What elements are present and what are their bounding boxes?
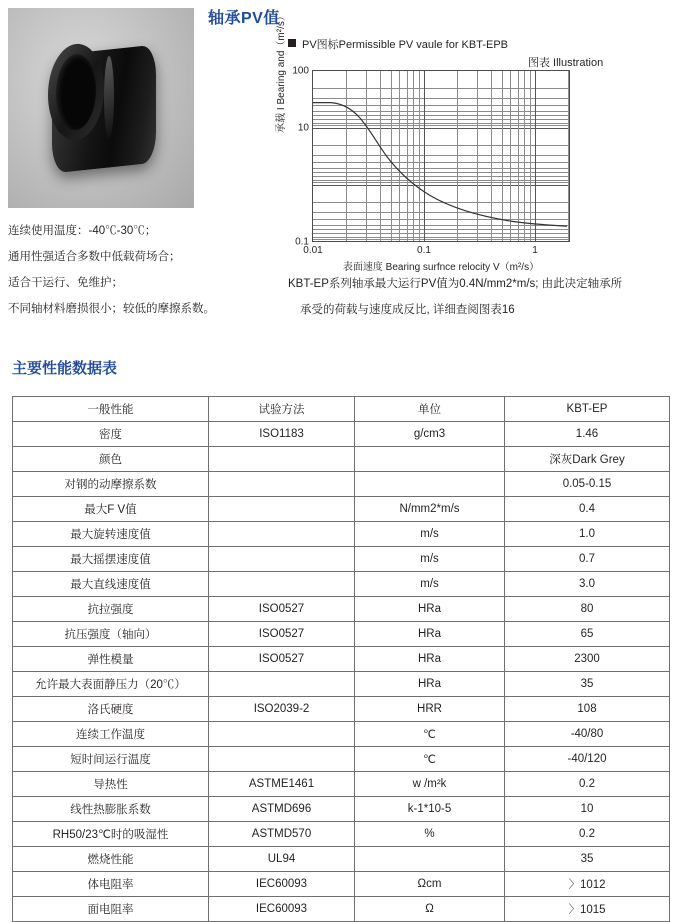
table-row (13, 472, 670, 497)
cell-method (209, 572, 355, 597)
cell-unit: HRR (355, 697, 505, 722)
cell-value: 〉1012 (505, 872, 670, 897)
chart-caption-text: PV图标Permissible PV vaule for KBT-EPB (302, 39, 509, 51)
pv-note-line-2: 承受的荷载与速度成反比, 详细查阅图表16 (300, 304, 515, 316)
cell-method (209, 747, 355, 772)
cell-method (209, 722, 355, 747)
cell-property: 洛氏硬度 (13, 697, 209, 722)
pv-note-line-1: KBT-EP系列轴承最大运行PV值为0.4N/mm2*m/s; 由此决定轴承所 (288, 278, 623, 290)
cell-method: ASTME1461 (209, 772, 355, 797)
cell-unit: HRa (355, 647, 505, 672)
table-row (13, 647, 670, 672)
cell-unit: Ωcm (355, 872, 505, 897)
cell-unit: g/cm3 (355, 422, 505, 447)
cell-value: 0.05-0.15 (505, 472, 670, 497)
page-title-table: 主要性能数据表 (12, 360, 118, 377)
cell-method: UL94 (209, 847, 355, 872)
cell-property: 抗拉强度 (13, 597, 209, 622)
chart-plot-area (292, 65, 570, 256)
column-header: 单位 (355, 397, 505, 422)
spec-table (12, 396, 670, 922)
illustration-label: 图表 Illustration (528, 57, 604, 69)
cell-property: 允许最大表面静压力（20℃） (13, 672, 209, 697)
table-row (13, 522, 670, 547)
cell-unit: ℃ (355, 747, 505, 772)
cell-unit (355, 447, 505, 472)
cell-property: 最大直线速度值 (13, 572, 209, 597)
pv-curve (313, 71, 569, 241)
y-tick-100: 100 (292, 65, 309, 77)
cell-property: 弹性模量 (13, 647, 209, 672)
cell-unit: HRa (355, 597, 505, 622)
chart-caption (288, 36, 508, 52)
bearing-illustration (34, 40, 170, 176)
cell-value: 80 (505, 597, 670, 622)
cell-value: 0.2 (505, 772, 670, 797)
cell-method: ISO0527 (209, 647, 355, 672)
y-tick-0.1: 0.1 (295, 236, 309, 248)
cell-property: 抗压强度（轴向） (13, 622, 209, 647)
bearing-photo (8, 8, 194, 208)
cell-method: IEC60093 (209, 897, 355, 922)
cell-value: 1.0 (505, 522, 670, 547)
cell-property: 线性热膨胀系数 (13, 797, 209, 822)
cell-value: 0.2 (505, 822, 670, 847)
x-tick-1: 1 (532, 245, 538, 256)
table-row (13, 422, 670, 447)
bullet-square-icon (288, 39, 296, 47)
cell-value: 深灰Dark Grey (505, 447, 670, 472)
cell-unit: ℃ (355, 722, 505, 747)
cell-property: 最大F V值 (13, 497, 209, 522)
cell-method: ASTMD570 (209, 822, 355, 847)
cell-unit: w /m²k (355, 772, 505, 797)
cell-property: 最大旋转速度值 (13, 522, 209, 547)
feature-item: 适合干运行、免维护； (8, 277, 123, 289)
cell-unit (355, 472, 505, 497)
y-tick-10: 10 (297, 122, 309, 134)
cell-value: 35 (505, 672, 670, 697)
cell-value: -40/120 (505, 747, 670, 772)
table-row (13, 547, 670, 572)
chart-y-axis-title: 承载 I Bearing and（m²/s） (276, 11, 287, 133)
cell-property: 连续工作温度 (13, 722, 209, 747)
pv-section (0, 0, 681, 345)
cell-value: 108 (505, 697, 670, 722)
table-header-row (13, 397, 670, 422)
cell-unit (355, 847, 505, 872)
table-row (13, 672, 670, 697)
table-row (13, 847, 670, 872)
table-row (13, 447, 670, 472)
cell-value: 10 (505, 797, 670, 822)
column-header: 试验方法 (209, 397, 355, 422)
cell-property: 颜色 (13, 447, 209, 472)
feature-list (8, 218, 276, 322)
cell-method (209, 522, 355, 547)
column-header: 一般性能 (13, 397, 209, 422)
cell-unit: HRa (355, 622, 505, 647)
table-row (13, 822, 670, 847)
cell-method (209, 497, 355, 522)
cell-property: 体电阻率 (13, 872, 209, 897)
cell-method: ISO2039-2 (209, 697, 355, 722)
table-row (13, 797, 670, 822)
cell-method: ISO0527 (209, 597, 355, 622)
page-title-pv: 轴承PV值 (208, 10, 280, 27)
cell-method: ISO0527 (209, 622, 355, 647)
cell-unit: m/s (355, 572, 505, 597)
cell-property: 最大摇摆速度值 (13, 547, 209, 572)
cell-method (209, 472, 355, 497)
cell-property: 对钢的动摩擦系数 (13, 472, 209, 497)
feature-item: 通用性强适合多数中低载荷场合； (8, 251, 181, 263)
cell-unit: N/mm2*m/s (355, 497, 505, 522)
cell-value: 1.46 (505, 422, 670, 447)
cell-value: 2300 (505, 647, 670, 672)
cell-value: 0.4 (505, 497, 670, 522)
cell-method (209, 547, 355, 572)
cell-property: 密度 (13, 422, 209, 447)
cell-method: ISO1183 (209, 422, 355, 447)
table-row (13, 697, 670, 722)
cell-method (209, 672, 355, 697)
cell-value: 35 (505, 847, 670, 872)
cell-value: 65 (505, 622, 670, 647)
cell-property: 燃烧性能 (13, 847, 209, 872)
cell-method: ASTMD696 (209, 797, 355, 822)
cell-property: 短时间运行温度 (13, 747, 209, 772)
chart-x-axis-title: 表面速度 Bearing surfnce relocity V（m²/s） (342, 262, 540, 273)
cell-unit: m/s (355, 547, 505, 572)
cell-value: 3.0 (505, 572, 670, 597)
table-row (13, 897, 670, 922)
cell-property: 面电阻率 (13, 897, 209, 922)
cell-unit: k-1*10-5 (355, 797, 505, 822)
cell-value: 0.7 (505, 547, 670, 572)
cell-unit: % (355, 822, 505, 847)
cell-property: 导热性 (13, 772, 209, 797)
table-row (13, 622, 670, 647)
table-row (13, 597, 670, 622)
table-row (13, 747, 670, 772)
x-tick-0.01: 0.01 (303, 245, 323, 256)
feature-item: 不同轴材料磨损很小；较低的摩擦系数。 (8, 303, 215, 315)
cell-unit: HRa (355, 672, 505, 697)
cell-property: RH50/23℃时的吸湿性 (13, 822, 209, 847)
table-row (13, 772, 670, 797)
cell-value: 〉1015 (505, 897, 670, 922)
cell-unit: Ω (355, 897, 505, 922)
cell-unit: m/s (355, 522, 505, 547)
table-row (13, 572, 670, 597)
cell-method (209, 447, 355, 472)
feature-item: 连续使用温度：-40℃-30℃； (8, 225, 157, 237)
cell-value: -40/80 (505, 722, 670, 747)
table-row (13, 497, 670, 522)
table-row (13, 872, 670, 897)
column-header: KBT-EP (505, 397, 670, 422)
x-tick-0.1: 0.1 (417, 245, 431, 256)
cell-method: IEC60093 (209, 872, 355, 897)
table-row (13, 722, 670, 747)
